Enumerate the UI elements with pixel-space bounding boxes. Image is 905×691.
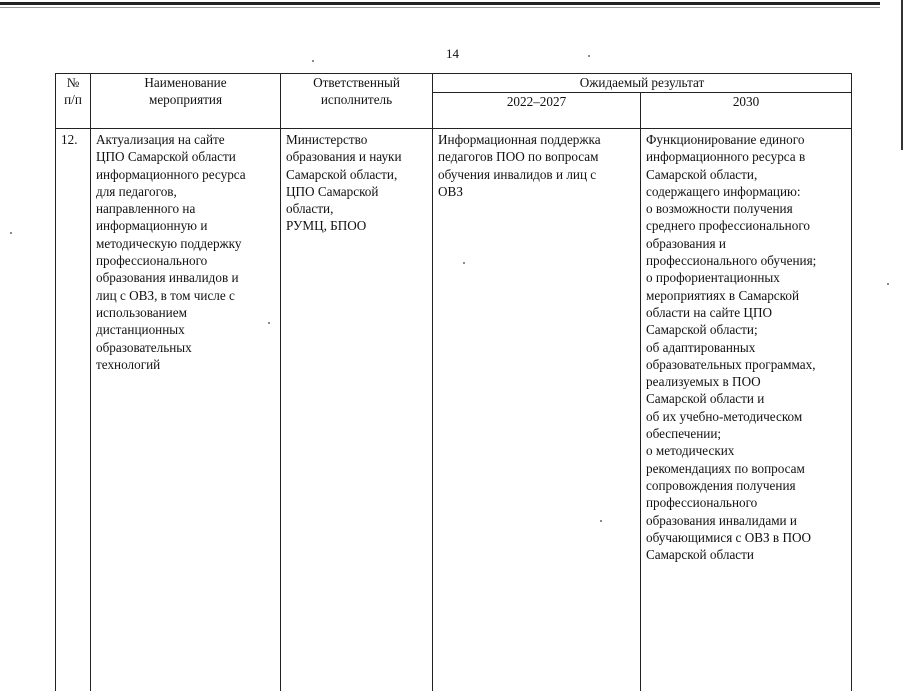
row-result-2030: Функционирование единого информационного ресурса в Самарской области, содержащего информацию: о возможности получения среднего профессионального образования и профессионального обучения; о профориентационных мероприятиях в Самарской области на сайте ЦПО Самарской области; об адаптированных образовательных программах, реализуемых в ПОО Самарской области и об их учебно-методическом обеспечении; о методических рекомендациях по вопросам сопровождения получения профессионального образования инвалидами и обучающимися с ОВЗ в ПОО Самарской области bbox=[641, 129, 852, 691]
table-row bbox=[56, 129, 852, 691]
scan-speck bbox=[600, 520, 602, 522]
header-period-2022-2027: 2022–2027 bbox=[433, 93, 641, 129]
scan-speck bbox=[312, 60, 314, 62]
scan-speck bbox=[10, 232, 12, 234]
page-number: 14 bbox=[0, 46, 905, 62]
header-executor: Ответственный исполнитель bbox=[281, 74, 433, 129]
scan-speck bbox=[887, 283, 889, 285]
header-expected-result: Ожидаемый результат bbox=[433, 74, 852, 93]
row-num: 12. bbox=[56, 129, 91, 691]
scan-speck bbox=[588, 55, 590, 57]
header-period-2030: 2030 bbox=[641, 93, 852, 129]
plan-table bbox=[55, 73, 852, 691]
scan-speck bbox=[463, 262, 465, 264]
header-name: Наименование мероприятия bbox=[91, 74, 281, 129]
scan-right-edge bbox=[901, 0, 903, 150]
scan-speck bbox=[268, 322, 270, 324]
row-result-2027: Информационная поддержка педагогов ПОО по вопросам обучения инвалидов и лиц с ОВЗ bbox=[433, 129, 641, 691]
scan-top-border bbox=[0, 2, 880, 5]
row-executor: Министерство образования и науки Самарской области, ЦПО Самарской области, РУМЦ, БПОО bbox=[281, 129, 433, 691]
row-name: Актуализация на сайте ЦПО Самарской области информационного ресурса для педагогов, направленного на информационную и методическую поддержку профессионального образования инвалидов и лиц с ОВЗ, в том числе с использованием дистанционных образовательных технологий bbox=[91, 129, 281, 691]
header-num: № п/п bbox=[56, 74, 91, 129]
scan-top-border-shadow bbox=[0, 7, 880, 8]
